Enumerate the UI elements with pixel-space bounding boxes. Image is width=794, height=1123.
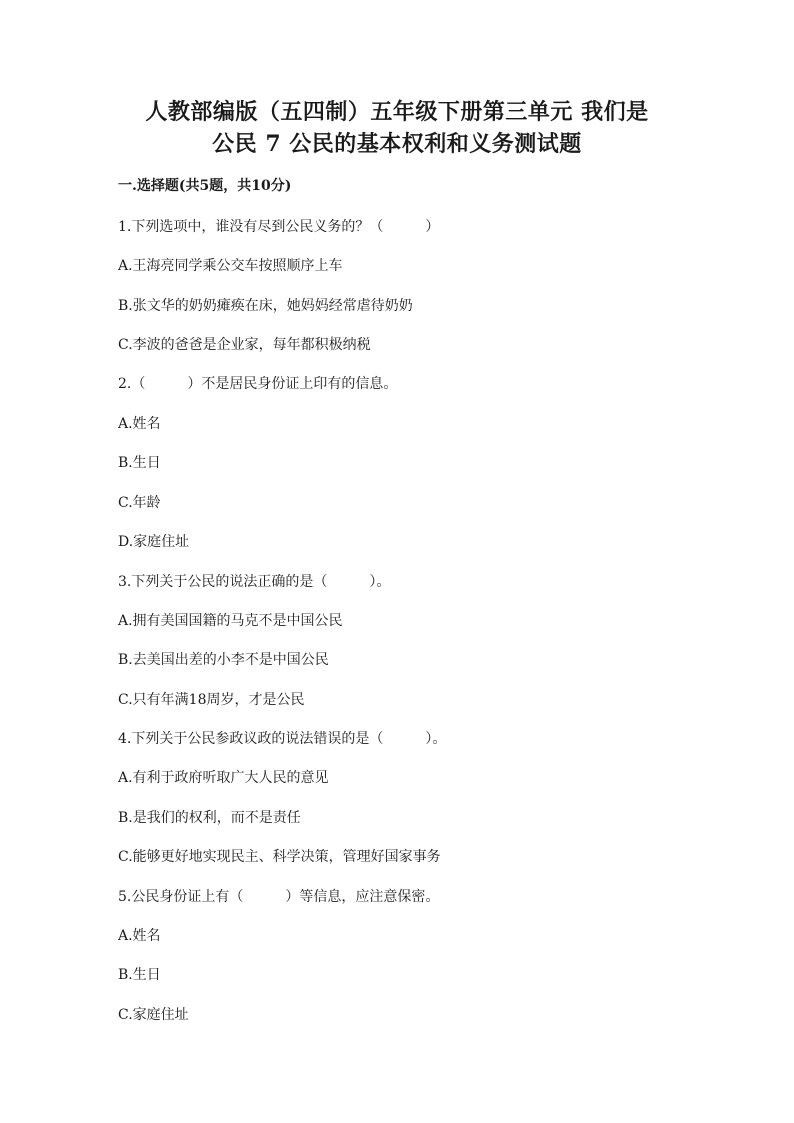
question-4-option-c: C.能够更好地实现民主、科学决策，管理好国家事务 [118,849,441,865]
question-4-stem: 4.下列关于公民参政议政的说法错误的是（ ）。 [118,731,447,747]
question-1-option-c: C.李波的爸爸是企业家，每年都积极纳税 [118,337,371,353]
question-5-option-c: C.家庭住址 [118,1007,189,1023]
question-5-option-a: A.姓名 [118,928,161,944]
question-3-option-c: C.只有年满18周岁，才是公民 [118,692,305,708]
question-2-stem: 2.（ ）不是居民身份证上印有的信息。 [118,376,398,392]
question-2-option-d: D.家庭住址 [118,534,190,550]
question-3-option-b: B.去美国出差的小李不是中国公民 [118,652,329,668]
question-1-option-b: B.张文华的奶奶瘫痪在床，她妈妈经常虐待奶奶 [118,298,413,314]
question-5-option-b: B.生日 [118,967,161,983]
question-2-option-c: C.年龄 [118,495,161,511]
question-4-option-b: B.是我们的权利，而不是责任 [118,810,301,826]
question-2-option-b: B.生日 [118,455,161,471]
page-title-line-1: 人教部编版（五四制）五年级下册第三单元 我们是 [145,99,649,125]
question-3-option-a: A.拥有美国国籍的马克不是中国公民 [118,613,343,629]
question-4-option-a: A.有利于政府听取广大人民的意见 [118,770,329,786]
question-3-stem: 3.下列关于公民的说法正确的是（ ）。 [118,574,391,590]
question-1-option-a: A.王海亮同学乘公交车按照顺序上车 [118,258,343,274]
section-heading: 一.选择题(共5题，共10分) [118,178,292,194]
question-5-stem: 5.公民身份证上有（ ）等信息，应注意保密。 [118,889,440,905]
page-title-line-2: 公民 7 公民的基本权利和义务测试题 [212,131,582,157]
question-1-stem: 1.下列选项中，谁没有尽到公民义务的？（ ） [118,219,440,235]
question-2-option-a: A.姓名 [118,416,161,432]
